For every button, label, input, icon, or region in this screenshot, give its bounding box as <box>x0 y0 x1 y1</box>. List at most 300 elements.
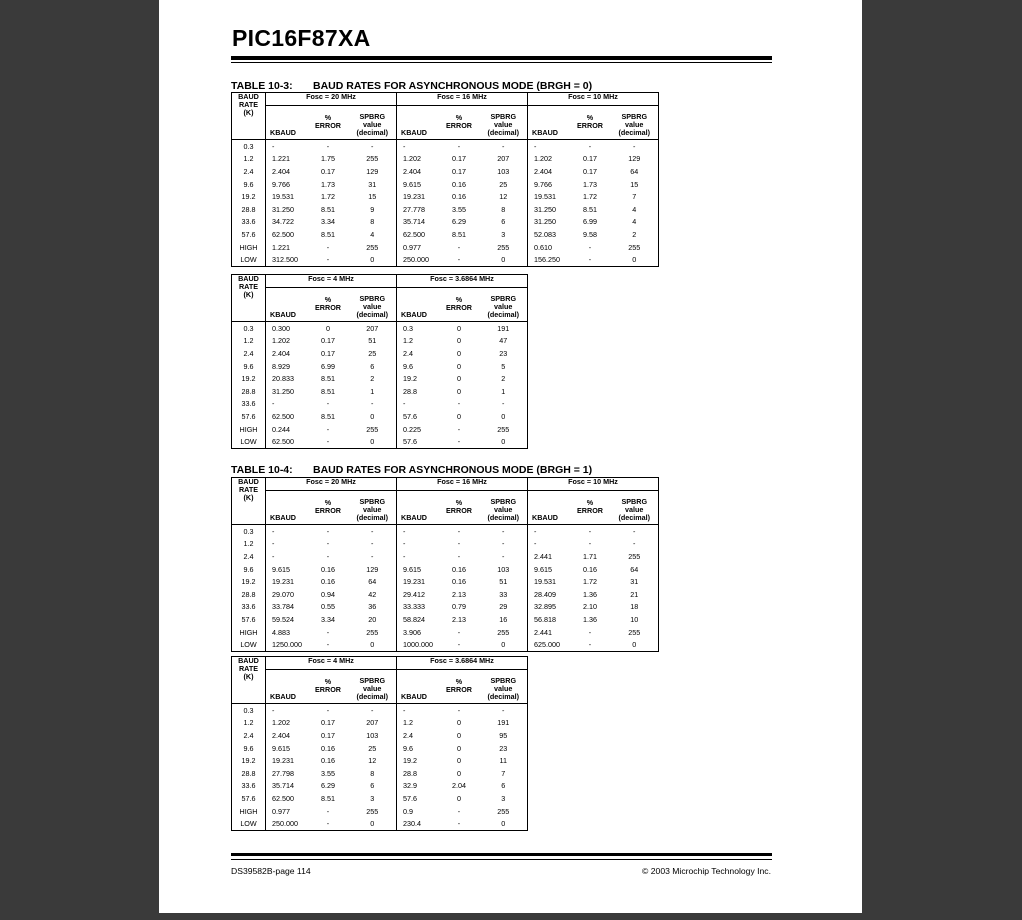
osc-header-row <box>232 93 659 106</box>
spbrg-cell: 255 <box>480 626 528 639</box>
table-row <box>232 638 659 651</box>
table-caption <box>231 464 592 476</box>
error-header <box>308 491 349 525</box>
error-cell: - <box>439 638 480 651</box>
header-line: (decimal) <box>618 128 651 137</box>
page-title: PIC16F87XA <box>232 25 371 51</box>
header-line: SPBRG <box>490 112 517 121</box>
kbaud-cell: 0.9 <box>397 805 439 818</box>
error-cell: 3.55 <box>452 204 466 214</box>
baud-rate-cell: 2.4 <box>232 165 266 178</box>
kbaud-header: KBAUD <box>528 491 570 525</box>
table-row <box>232 140 659 153</box>
kbaud-cell: 9.615 <box>397 178 439 191</box>
header-line: (decimal) <box>487 692 520 701</box>
header-line: BAUD <box>238 656 259 665</box>
error-header <box>308 670 349 704</box>
kbaud-cell: 28.409 <box>528 588 570 601</box>
spbrg-cell: 0 <box>480 435 528 448</box>
error-cell: 1.71 <box>583 551 597 561</box>
header-line: ERROR <box>446 120 472 130</box>
table-row <box>232 805 528 818</box>
header-line: % <box>324 497 332 507</box>
header-line: value <box>625 120 644 129</box>
kbaud-cell: 9.6 <box>397 742 439 755</box>
table-row <box>232 563 659 576</box>
error-header <box>570 491 611 525</box>
error-cell: - <box>457 551 461 561</box>
table-row <box>232 410 528 423</box>
kbaud-cell: 2.404 <box>266 347 308 360</box>
table-row <box>232 335 528 348</box>
error-cell: 0.16 <box>321 564 335 574</box>
error-cell: 2.13 <box>452 589 466 599</box>
header-line: SPBRG <box>359 676 386 685</box>
header-line: SPBRG <box>621 497 648 506</box>
table-row <box>232 588 659 601</box>
baud-rate-cell: LOW <box>232 435 266 448</box>
baud-rate-cell: 0.3 <box>232 704 266 717</box>
error-cell: - <box>570 140 611 153</box>
spbrg-cell: 0 <box>611 638 659 651</box>
spbrg-cell: 25 <box>480 178 528 191</box>
kbaud-cell: 19.531 <box>528 190 570 203</box>
error-cell: - <box>439 140 480 153</box>
error-cell: 0.16 <box>321 743 335 753</box>
kbaud-cell: 57.6 <box>397 410 439 423</box>
kbaud-cell: 62.500 <box>266 792 308 805</box>
spbrg-header <box>480 106 528 140</box>
spbrg-cell: 23 <box>480 347 528 360</box>
header-line: BAUD <box>238 274 259 283</box>
kbaud-header: KBAUD <box>397 670 439 704</box>
kbaud-cell: 34.722 <box>266 216 308 229</box>
spbrg-cell: 255 <box>611 241 659 254</box>
spbrg-cell: 8 <box>480 203 528 216</box>
error-cell: 0 <box>457 361 461 371</box>
kbaud-cell: 29.070 <box>266 588 308 601</box>
error-cell: 2.04 <box>452 781 466 791</box>
spbrg-cell: 255 <box>349 423 397 436</box>
error-cell: 0.16 <box>452 179 466 189</box>
header-line: ERROR <box>577 120 603 130</box>
kbaud-cell: 19.2 <box>397 372 439 385</box>
error-cell: 0 <box>457 718 461 728</box>
error-cell: 0.94 <box>321 589 335 599</box>
spbrg-cell: 12 <box>349 754 397 767</box>
kbaud-cell: 19.531 <box>266 190 308 203</box>
header-rule-thin <box>231 62 772 63</box>
header-line: RATE <box>238 664 259 673</box>
error-cell: 0.16 <box>452 564 466 574</box>
error-cell: 0 <box>457 730 461 740</box>
header-line: (K) <box>243 493 254 502</box>
spbrg-cell: 12 <box>480 190 528 203</box>
spbrg-cell: 95 <box>480 729 528 742</box>
table-row <box>232 372 528 385</box>
spbrg-cell: 6 <box>480 780 528 793</box>
kbaud-cell: 27.778 <box>397 203 439 216</box>
error-cell: 0 <box>457 374 461 384</box>
header-line: SPBRG <box>621 112 648 121</box>
table-row <box>232 322 528 335</box>
error-header <box>439 288 480 322</box>
osc-frequency-header: Fosc = 4 MHz <box>266 275 397 288</box>
osc-frequency-header: Fosc = 10 MHz <box>528 478 659 491</box>
kbaud-cell: 59.524 <box>266 613 308 626</box>
baud-rate-table <box>231 274 528 449</box>
kbaud-cell: 62.500 <box>397 228 439 241</box>
baud-rate-cell: 9.6 <box>232 742 266 755</box>
spbrg-cell: 16 <box>480 613 528 626</box>
header-line: ERROR <box>315 120 341 130</box>
spbrg-cell: 0 <box>349 638 397 651</box>
header-line: value <box>363 684 382 693</box>
header-line: (K) <box>243 290 254 299</box>
error-cell: 0 <box>308 322 349 335</box>
kbaud-cell: 1.202 <box>397 153 439 166</box>
header-line: SPBRG <box>359 294 386 303</box>
spbrg-cell: 103 <box>480 563 528 576</box>
kbaud-cell: - <box>528 140 570 153</box>
spbrg-header <box>611 491 659 525</box>
kbaud-cell: 19.231 <box>266 754 308 767</box>
header-line: % <box>455 676 463 686</box>
spbrg-cell: - <box>611 525 659 538</box>
error-header <box>308 288 349 322</box>
baud-rate-cell: 33.6 <box>232 216 266 229</box>
kbaud-cell: 156.250 <box>528 253 570 266</box>
error-cell: 6.99 <box>321 361 335 371</box>
header-line: % <box>586 497 594 507</box>
baud-rate-header <box>232 93 266 140</box>
header-line: value <box>494 120 513 129</box>
header-line: ERROR <box>446 684 472 694</box>
spbrg-cell: 7 <box>480 767 528 780</box>
error-cell: 1.36 <box>583 614 597 624</box>
spbrg-cell: - <box>480 398 528 411</box>
error-cell: 8.51 <box>321 374 335 384</box>
spbrg-cell: - <box>480 550 528 563</box>
spbrg-cell: 207 <box>480 153 528 166</box>
osc-frequency-header: Fosc = 16 MHz <box>397 93 528 106</box>
kbaud-cell: 1.202 <box>266 335 308 348</box>
header-line: % <box>324 112 332 122</box>
kbaud-cell: 9.6 <box>397 360 439 373</box>
baud-rate-cell: 57.6 <box>232 228 266 241</box>
error-cell: 0.17 <box>321 718 335 728</box>
error-cell: 6.99 <box>583 217 597 227</box>
spbrg-cell: 191 <box>480 717 528 730</box>
table-row <box>232 178 659 191</box>
kbaud-cell: 1.221 <box>266 241 308 254</box>
error-cell: - <box>326 399 330 409</box>
spbrg-cell: 255 <box>349 153 397 166</box>
header-line: ERROR <box>577 505 603 515</box>
spbrg-cell: 1 <box>480 385 528 398</box>
error-cell: 8.51 <box>321 411 335 421</box>
spbrg-cell: 18 <box>611 601 659 614</box>
spbrg-cell: 25 <box>349 347 397 360</box>
spbrg-cell: 103 <box>480 165 528 178</box>
header-line: (decimal) <box>487 128 520 137</box>
footer-copyright: © 2003 Microchip Technology Inc. <box>642 866 771 876</box>
spbrg-cell: - <box>349 525 397 538</box>
kbaud-cell: - <box>266 525 308 538</box>
header-line: RATE <box>238 282 259 291</box>
spbrg-cell: 7 <box>611 190 659 203</box>
error-cell: 6.29 <box>321 781 335 791</box>
table-row <box>232 817 528 830</box>
kbaud-cell: - <box>266 550 308 563</box>
spbrg-cell: 1 <box>349 385 397 398</box>
error-cell: 0 <box>457 793 461 803</box>
spbrg-cell: 2 <box>349 372 397 385</box>
error-cell: 0 <box>457 348 461 358</box>
header-line: SPBRG <box>359 497 386 506</box>
header-line: BAUD <box>238 92 259 101</box>
kbaud-cell: - <box>266 398 308 411</box>
error-cell: 0.55 <box>321 602 335 612</box>
spbrg-cell: 129 <box>611 153 659 166</box>
error-cell: 0 <box>457 743 461 753</box>
column-header-row <box>232 106 659 140</box>
spbrg-cell: 64 <box>611 165 659 178</box>
error-cell: 0.17 <box>321 730 335 740</box>
kbaud-cell: 19.531 <box>528 575 570 588</box>
table-title: BAUD RATES FOR ASYNCHRONOUS MODE (BRGH = 0) <box>313 80 593 92</box>
error-cell: - <box>570 525 611 538</box>
error-cell: 0.17 <box>321 336 335 346</box>
error-cell: 0.17 <box>452 166 466 176</box>
table-row <box>232 780 528 793</box>
header-line: (decimal) <box>356 128 389 137</box>
table-row <box>232 601 659 614</box>
table-row <box>232 241 659 254</box>
spbrg-cell: 6 <box>349 780 397 793</box>
spbrg-header <box>349 106 397 140</box>
spbrg-cell: 36 <box>349 601 397 614</box>
error-cell: - <box>457 424 461 434</box>
kbaud-cell: 250.000 <box>397 253 439 266</box>
error-cell: 8.51 <box>583 204 597 214</box>
baud-rate-table <box>231 656 528 831</box>
baud-rate-cell: 1.2 <box>232 717 266 730</box>
spbrg-header <box>480 670 528 704</box>
kbaud-cell: 2.404 <box>528 165 570 178</box>
header-line: ERROR <box>446 505 472 515</box>
error-header <box>308 106 349 140</box>
table-row <box>232 717 528 730</box>
osc-frequency-header: Fosc = 20 MHz <box>266 93 397 106</box>
error-cell: - <box>457 399 461 409</box>
baud-rate-cell: LOW <box>232 253 266 266</box>
table-row <box>232 729 528 742</box>
kbaud-cell: 2.404 <box>397 165 439 178</box>
error-cell: - <box>326 242 330 252</box>
kbaud-cell: - <box>397 704 439 717</box>
kbaud-cell: - <box>266 538 308 551</box>
osc-header-row <box>232 275 528 288</box>
spbrg-cell: 255 <box>611 626 659 639</box>
table-number: TABLE 10-4: <box>231 464 293 476</box>
table-row <box>232 704 528 717</box>
spbrg-cell: 255 <box>349 626 397 639</box>
spbrg-cell: 33 <box>480 588 528 601</box>
kbaud-header: KBAUD <box>266 106 308 140</box>
table-row <box>232 190 659 203</box>
baud-rate-cell: 28.8 <box>232 767 266 780</box>
header-line: ERROR <box>315 505 341 515</box>
spbrg-cell: 29 <box>480 601 528 614</box>
kbaud-cell: 29.412 <box>397 588 439 601</box>
kbaud-cell: 28.8 <box>397 385 439 398</box>
spbrg-cell: 191 <box>480 322 528 335</box>
kbaud-cell: 31.250 <box>266 203 308 216</box>
error-cell: 1.75 <box>321 154 335 164</box>
header-line: (decimal) <box>356 692 389 701</box>
table-row <box>232 538 659 551</box>
kbaud-header: KBAUD <box>266 288 308 322</box>
spbrg-cell: 9 <box>349 203 397 216</box>
header-line: value <box>363 120 382 129</box>
spbrg-cell: 10 <box>611 613 659 626</box>
spbrg-cell: 207 <box>349 717 397 730</box>
error-cell: 2.10 <box>583 602 597 612</box>
spbrg-cell: 207 <box>349 322 397 335</box>
spbrg-cell: 255 <box>480 241 528 254</box>
spbrg-cell: 255 <box>480 805 528 818</box>
kbaud-cell: 4.883 <box>266 626 308 639</box>
header-line: % <box>455 497 463 507</box>
spbrg-cell: - <box>349 398 397 411</box>
table-row <box>232 228 659 241</box>
spbrg-cell: 2 <box>480 372 528 385</box>
baud-rate-cell: 28.8 <box>232 385 266 398</box>
kbaud-cell: 32.895 <box>528 601 570 614</box>
baud-rate-cell: 1.2 <box>232 335 266 348</box>
kbaud-cell: 9.615 <box>266 742 308 755</box>
kbaud-cell: 1.2 <box>397 717 439 730</box>
kbaud-cell: 19.231 <box>397 575 439 588</box>
kbaud-cell: 0.977 <box>266 805 308 818</box>
document-page <box>159 0 862 913</box>
baud-rate-cell: LOW <box>232 638 266 651</box>
header-rule <box>231 56 772 60</box>
kbaud-cell: 0.3 <box>397 322 439 335</box>
error-cell: 8.51 <box>452 229 466 239</box>
error-header <box>439 670 480 704</box>
error-cell: - <box>570 638 611 651</box>
kbaud-header: KBAUD <box>397 288 439 322</box>
spbrg-cell: 6 <box>480 216 528 229</box>
error-cell: 0 <box>457 756 461 766</box>
baud-rate-header <box>232 478 266 525</box>
error-cell: 3.34 <box>321 614 335 624</box>
table-title: BAUD RATES FOR ASYNCHRONOUS MODE (BRGH = 1) <box>313 464 593 476</box>
error-cell: 0.17 <box>583 166 597 176</box>
spbrg-cell: 0 <box>480 410 528 423</box>
error-cell: - <box>457 627 461 637</box>
header-line: value <box>494 505 513 514</box>
baud-rate-cell: 19.2 <box>232 575 266 588</box>
spbrg-cell: 0 <box>611 253 659 266</box>
spbrg-cell: 25 <box>349 742 397 755</box>
spbrg-cell: 15 <box>611 178 659 191</box>
kbaud-cell: 2.441 <box>528 550 570 563</box>
spbrg-cell: 255 <box>480 423 528 436</box>
spbrg-cell: - <box>349 704 397 717</box>
kbaud-cell: 19.231 <box>266 575 308 588</box>
spbrg-header <box>349 670 397 704</box>
header-line: ERROR <box>315 684 341 694</box>
header-line: (decimal) <box>356 310 389 319</box>
kbaud-cell: 2.4 <box>397 729 439 742</box>
error-cell: 9.58 <box>583 229 597 239</box>
kbaud-cell: 28.8 <box>397 767 439 780</box>
baud-rate-cell: HIGH <box>232 805 266 818</box>
kbaud-cell: 62.500 <box>266 410 308 423</box>
error-cell: 1.72 <box>583 577 597 587</box>
spbrg-cell: - <box>480 538 528 551</box>
kbaud-cell: 9.615 <box>266 563 308 576</box>
kbaud-cell: 57.6 <box>397 792 439 805</box>
header-line: SPBRG <box>490 497 517 506</box>
table-row <box>232 626 659 639</box>
kbaud-cell: 250.000 <box>266 817 308 830</box>
header-line: SPBRG <box>490 676 517 685</box>
kbaud-cell: 9.615 <box>528 563 570 576</box>
spbrg-cell: 8 <box>349 767 397 780</box>
kbaud-cell: 1.221 <box>266 153 308 166</box>
kbaud-cell: 9.766 <box>266 178 308 191</box>
error-cell: - <box>308 435 349 448</box>
table-row <box>232 360 528 373</box>
baud-rate-cell: 57.6 <box>232 613 266 626</box>
table-row <box>232 253 659 266</box>
kbaud-cell: 35.714 <box>397 216 439 229</box>
kbaud-cell: 2.4 <box>397 347 439 360</box>
error-cell: - <box>326 551 330 561</box>
column-header-row <box>232 491 659 525</box>
error-cell: - <box>308 638 349 651</box>
error-cell: 0.17 <box>321 348 335 358</box>
error-cell: - <box>457 242 461 252</box>
baud-rate-cell: 28.8 <box>232 588 266 601</box>
error-cell: - <box>326 806 330 816</box>
baud-rate-cell: 28.8 <box>232 203 266 216</box>
baud-rate-cell: 1.2 <box>232 538 266 551</box>
error-cell: 0.17 <box>583 154 597 164</box>
table-number: TABLE 10-3: <box>231 80 293 92</box>
error-cell: 0.16 <box>321 577 335 587</box>
spbrg-cell: 0 <box>349 435 397 448</box>
kbaud-cell: - <box>266 140 308 153</box>
spbrg-cell: 0 <box>480 817 528 830</box>
table-row <box>232 423 528 436</box>
error-cell: - <box>326 627 330 637</box>
kbaud-cell: 0.610 <box>528 241 570 254</box>
spbrg-cell: - <box>349 538 397 551</box>
kbaud-cell: 56.818 <box>528 613 570 626</box>
osc-frequency-header: Fosc = 3.6864 MHz <box>397 657 528 670</box>
table-row <box>232 435 528 448</box>
baud-rate-cell: LOW <box>232 817 266 830</box>
header-line: (decimal) <box>487 513 520 522</box>
error-cell: - <box>439 435 480 448</box>
kbaud-cell: 9.766 <box>528 178 570 191</box>
error-cell: 0.17 <box>321 166 335 176</box>
